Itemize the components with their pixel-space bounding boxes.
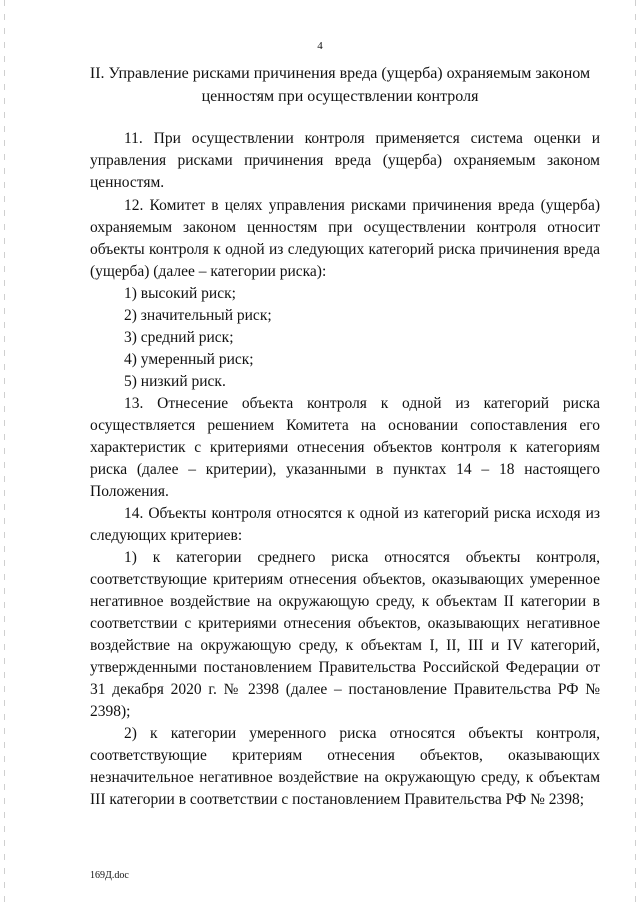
risk-list-item: 5) низкий риск. bbox=[124, 373, 226, 390]
section-title bbox=[70, 62, 610, 108]
criteria-item-2: 2) к категории умеренного риска относятся объекты контроля, соответствующие критериям отнесения объектов, оказывающих незначительное негативное воздействие на окружающую среду, к объектам III категории в соответствии с постановлением Правительства РФ № 2398; bbox=[90, 725, 600, 808]
risk-list-item: 4) умеренный риск; bbox=[124, 351, 254, 368]
page-number: 4 bbox=[317, 40, 323, 52]
paragraph-12: 12. Комитет в целях управления рисками причинения вреда (ущерба) охраняемым законом ценностям при осуществлении контроля относит объекты контроля к одной из следующих категорий риска причинения вреда (ущерба) (далее – категории риска): bbox=[90, 197, 600, 280]
footer-filename: 169Д.doc bbox=[90, 870, 129, 881]
risk-list-item: 1) высокий риск; bbox=[124, 285, 236, 302]
paragraph-14: 14. Объекты контроля относятся к одной из категорий риска исходя из следующих критериев: bbox=[90, 505, 600, 544]
paragraph-11: 11. При осуществлении контроля применяется система оценки и управления рисками причинения вреда (ущерба) охраняемым законом ценностям. bbox=[90, 130, 600, 191]
document-body bbox=[90, 128, 600, 811]
risk-list-item: 2) значительный риск; bbox=[124, 307, 272, 324]
criteria-item-1: 1) к категории среднего риска относятся объекты контроля, соответствующие критериям отнесения объектов, оказывающих умеренное негативное воздействие на окружающую среду, к объектам II категории в соответствии с критериями отнесения объектов, оказывающих негативное воздействие на окружающую среду, к объектам I, II, III и IV категорий, утвержденными постановлением Правительства Российской Федерации от 31 декабря 2020 г. № 2398 (далее – постановление Правительства РФ № 2398); bbox=[90, 549, 600, 720]
scan-edge-right bbox=[635, 0, 636, 905]
paragraph-13: 13. Отнесение объекта контроля к одной из категорий риска осуществляется решением Комитета на основании сопоставления его характеристик с критериями отнесения объектов контроля к категориям риска (далее – критерии), указанными в пунктах 14 – 18 настоящего Положения. bbox=[90, 395, 600, 500]
scan-edge-left bbox=[4, 0, 5, 905]
section-title-line-1: II. Управление рисками причинения вреда (ущерба) охраняемым законом bbox=[89, 65, 591, 82]
risk-list-item: 3) средний риск; bbox=[124, 329, 234, 346]
section-title-line-2: ценностям при осуществлении контроля bbox=[201, 88, 479, 105]
